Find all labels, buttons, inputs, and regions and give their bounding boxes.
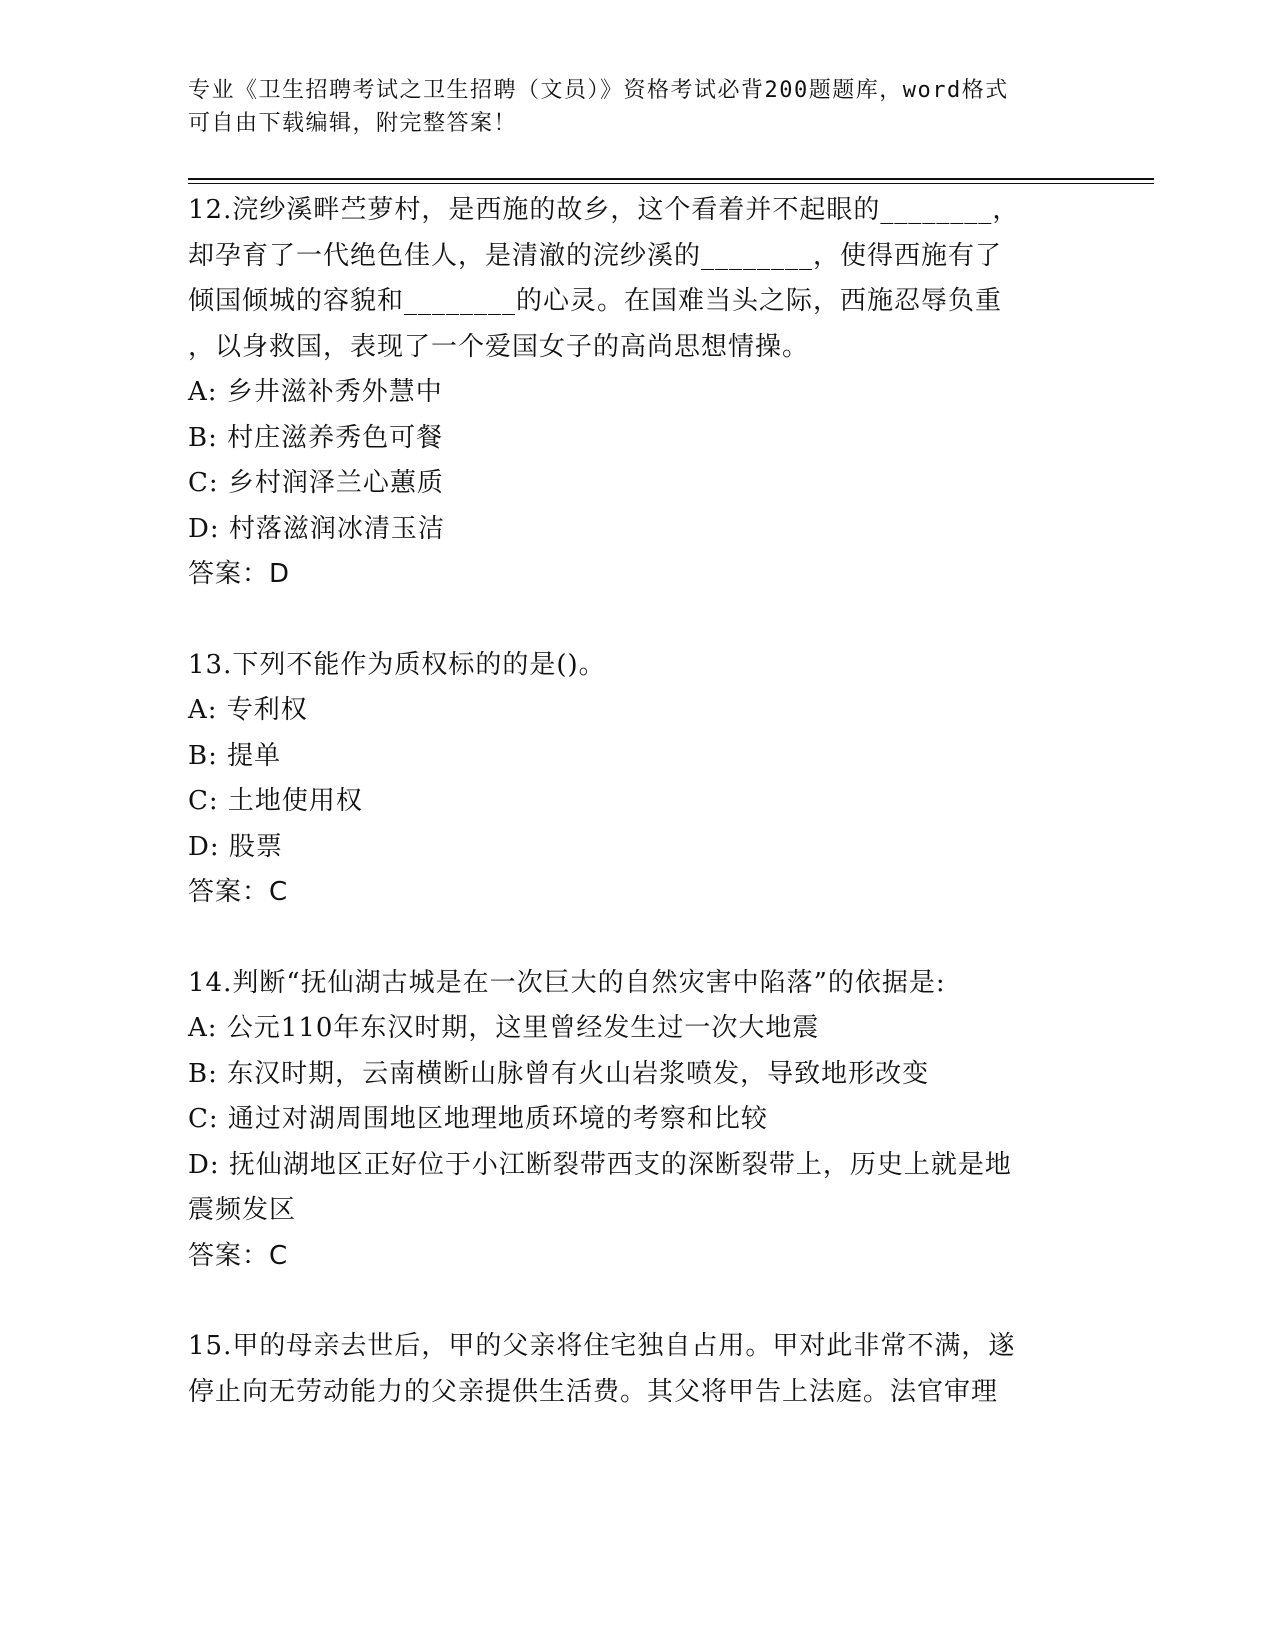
option-a: A: 乡井滋补秀外慧中: [188, 377, 443, 407]
option-c: C: 通过对湖周围地区地理地质环境的考察和比较: [188, 1104, 768, 1134]
option-b: B: 东汉时期，云南横断山脉曾有火山岩浆喷发，导致地形改变: [188, 1058, 930, 1089]
option-d: D: 抚仙湖地区正好位于小江断裂带西支的深断裂带上，历史上就是地: [188, 1149, 1012, 1180]
question-text-line: 却孕育了一代绝色佳人，是清澈的浣纱溪的________，使得西施有了: [188, 240, 1003, 271]
question-list: [188, 188, 1088, 1460]
question-text-line: 12.浣纱溪畔苎萝村，是西施的故乡，这个看着并不起眼的________，: [188, 195, 1020, 225]
question-text-line: ，以身救国，表现了一个爱国女子的高尚思想情操。: [188, 331, 810, 362]
question-text-line: 15.甲的母亲去世后，甲的父亲将住宅独自占用。甲对此非常不满，遂: [188, 1331, 1016, 1361]
option-d-continued: 震频发区: [188, 1195, 297, 1225]
option-c: C: 乡村润泽兰心蕙质: [188, 468, 444, 498]
question-text-line: 13.下列不能作为质权标的的是()。: [188, 649, 606, 680]
answer: 答案：C: [188, 877, 289, 907]
option-d: D: 村落滋润冰清玉洁: [188, 513, 445, 544]
answer: 答案：C: [188, 1240, 289, 1271]
header-line-2: 可自由下载编辑，附完整答案！: [188, 111, 518, 136]
question-13: [188, 643, 1088, 916]
header-rule-thick: [188, 178, 1154, 180]
question-text-line: 停止向无劳动能力的父亲提供生活费。其父将甲告上法庭。法官审理: [188, 1376, 999, 1407]
option-a: A: 公元110年东汉时期，这里曾经发生过一次大地震: [188, 1013, 820, 1043]
option-d: D: 股票: [188, 831, 283, 862]
option-b: B: 提单: [188, 740, 282, 771]
question-15: [188, 1324, 1088, 1415]
option-b: B: 村庄滋养秀色可餐: [188, 422, 444, 453]
document-header: [188, 74, 1088, 140]
question-text-line: 14.判断“抚仙湖古城是在一次巨大的自然灾害中陷落”的依据是:: [188, 967, 946, 998]
answer: 答案：D: [188, 559, 291, 589]
option-c: C: 土地使用权: [188, 786, 363, 816]
question-14: [188, 961, 1088, 1280]
header-line-1: 专业《卫生招聘考试之卫生招聘（文员）》资格考试必背200题题库，word格式: [188, 78, 1009, 103]
question-12: [188, 188, 1088, 598]
question-text-line: 倾国倾城的容貌和________的心灵。在国难当头之际，西施忍辱负重: [188, 286, 1003, 316]
header-rule-thin: [188, 183, 1154, 184]
option-a: A: 专利权: [188, 695, 308, 725]
